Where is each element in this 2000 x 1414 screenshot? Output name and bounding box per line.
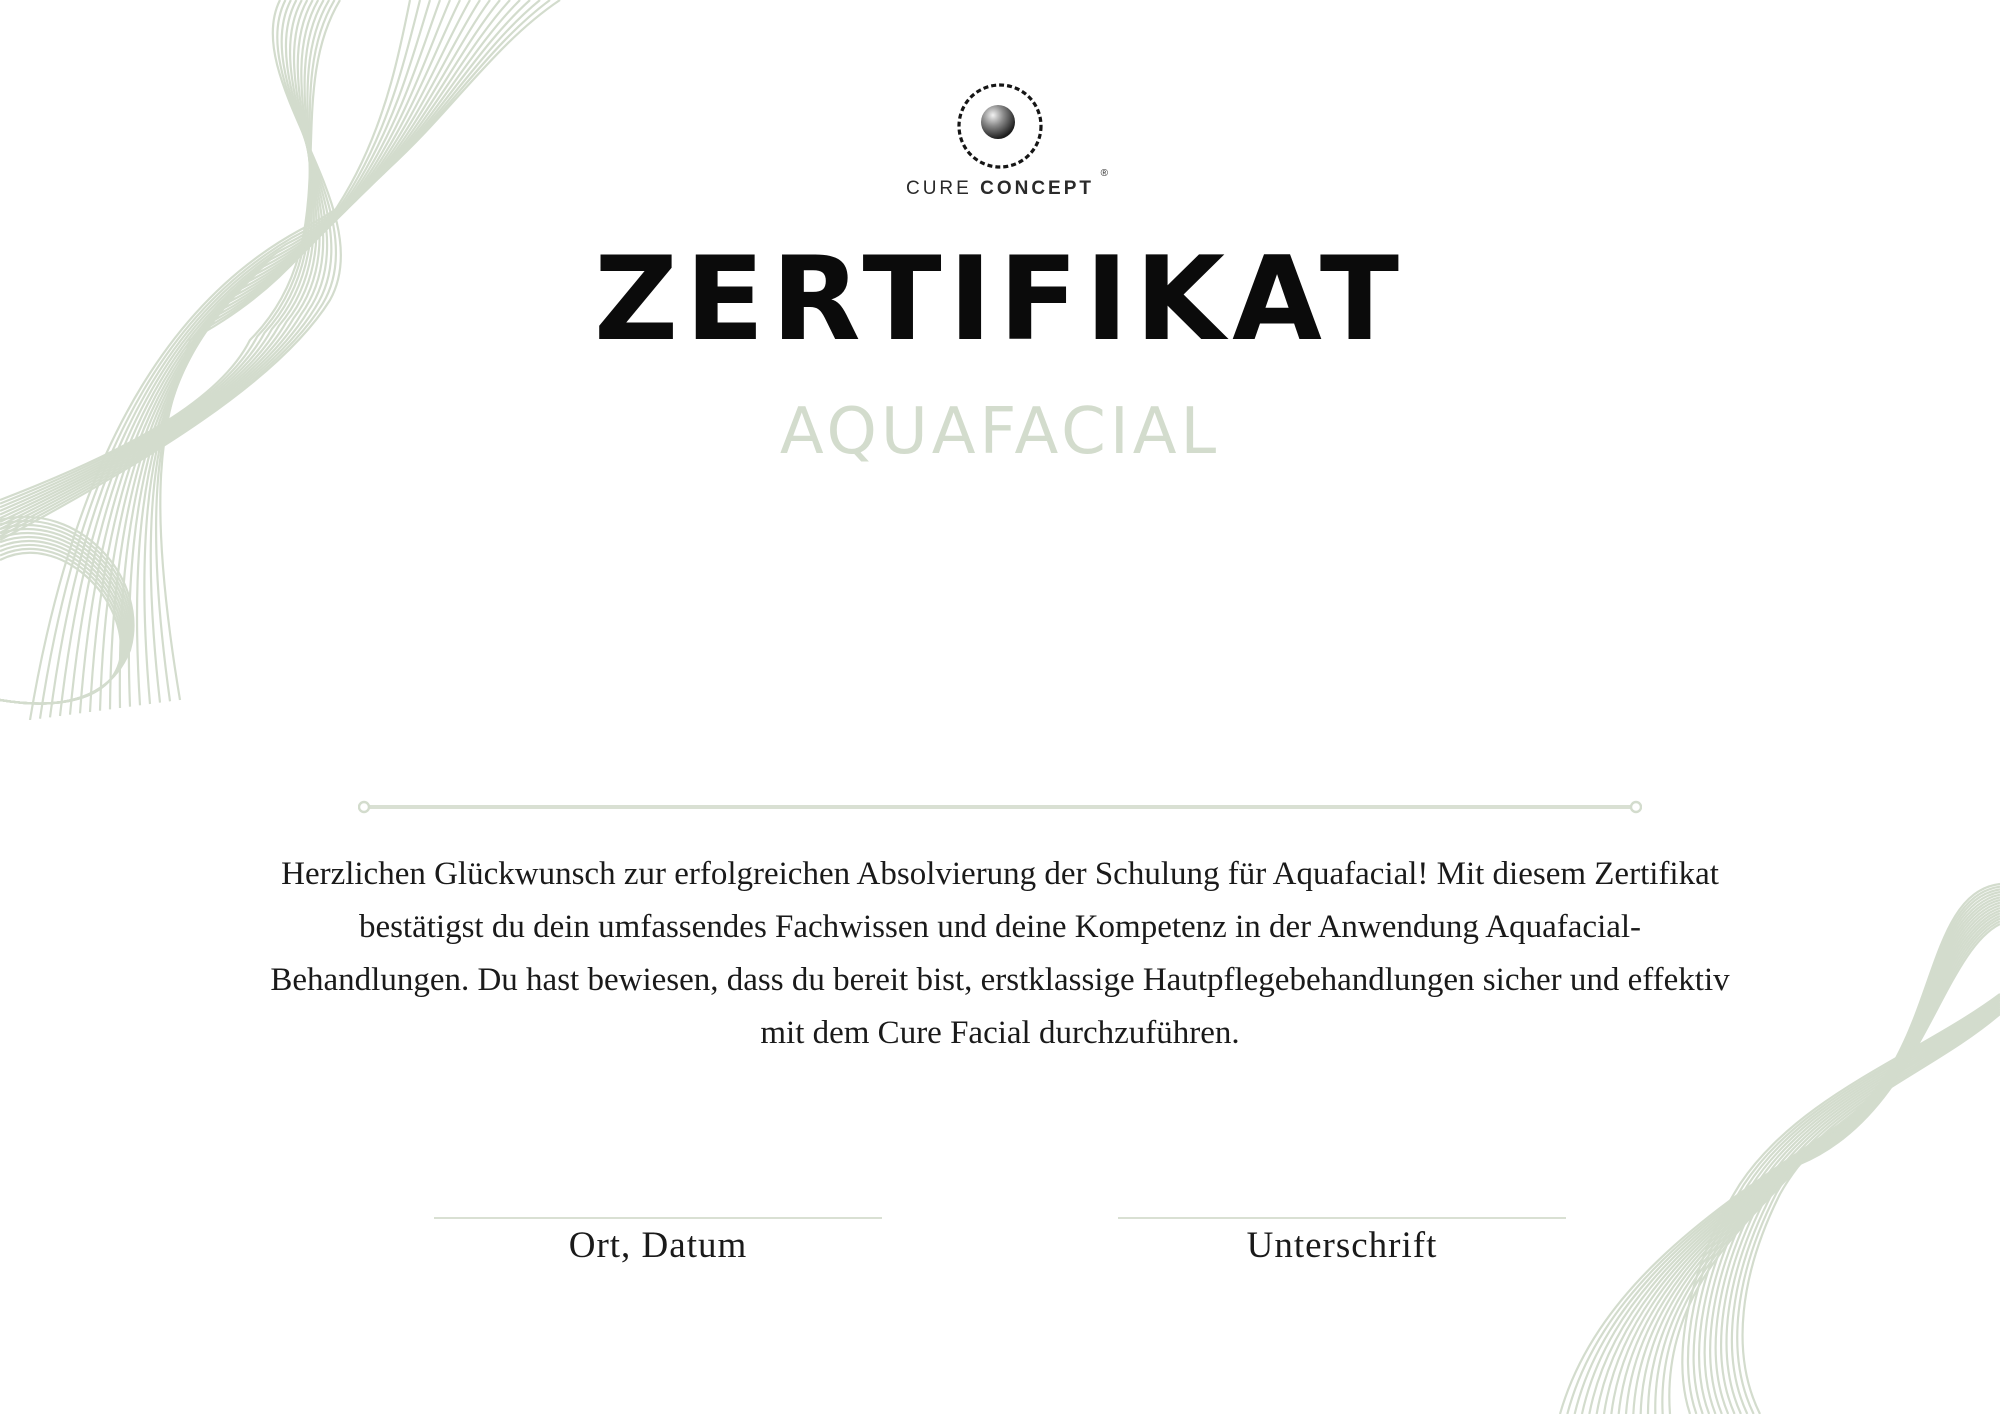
wave-line	[0, 545, 124, 704]
place-date-line	[434, 1217, 882, 1219]
logo-name-part2: CONCEPT	[980, 178, 1095, 199]
certificate-subtitle: AQUAFACIAL	[779, 395, 1221, 469]
wave-line	[0, 537, 126, 703]
logo-name-part1: CURE	[905, 178, 972, 199]
wave-line	[1732, 1010, 2000, 1414]
wave-line	[1727, 1009, 2000, 1414]
wave-line	[0, 549, 122, 704]
registered-mark: ®	[1100, 168, 1109, 179]
wave-line	[0, 553, 121, 704]
company-logo	[0, 80, 2000, 200]
divider-line	[358, 800, 1642, 814]
signature-line	[1118, 1217, 1566, 1219]
wave-line	[1721, 1007, 2000, 1414]
wave-line	[1699, 999, 2000, 1414]
wave-line	[0, 541, 125, 704]
wave-line	[0, 533, 128, 703]
wave-line	[0, 517, 133, 704]
wave-line	[0, 525, 131, 703]
signature-label: Unterschrift	[1246, 1225, 1438, 1266]
wave-line	[1710, 1003, 2000, 1414]
wave-line	[1705, 1001, 2000, 1414]
wave-line	[1737, 1012, 2000, 1414]
wave-line	[0, 521, 132, 704]
wave-line	[1716, 1005, 2000, 1414]
logo-wordmark	[905, 168, 1109, 200]
wave-line	[1743, 1014, 2000, 1414]
wave-line	[1694, 998, 2000, 1414]
place-date-label: Ort, Datum	[568, 1225, 748, 1266]
certificate-title: ZERTIFIKAT	[594, 232, 1406, 367]
cure-concept-logo-icon	[954, 80, 1046, 172]
congratulation-text: Herzlichen Glückwunsch zur erfolgreichen Absolvierung der Schulung für Aquafacial! Mit diesem Zertifikat bestätigst du dein umfassendes Fachwissen und deine Kompetenz in der Anwendung Aquafacial-Behandlungen. Du hast bewiesen, dass du bereit bist, erstklassige Hautpflegebehandlungen sicher und effektiv mit dem Cure Facial durchzuführen.	[270, 856, 1730, 1051]
wave-line	[0, 529, 129, 703]
